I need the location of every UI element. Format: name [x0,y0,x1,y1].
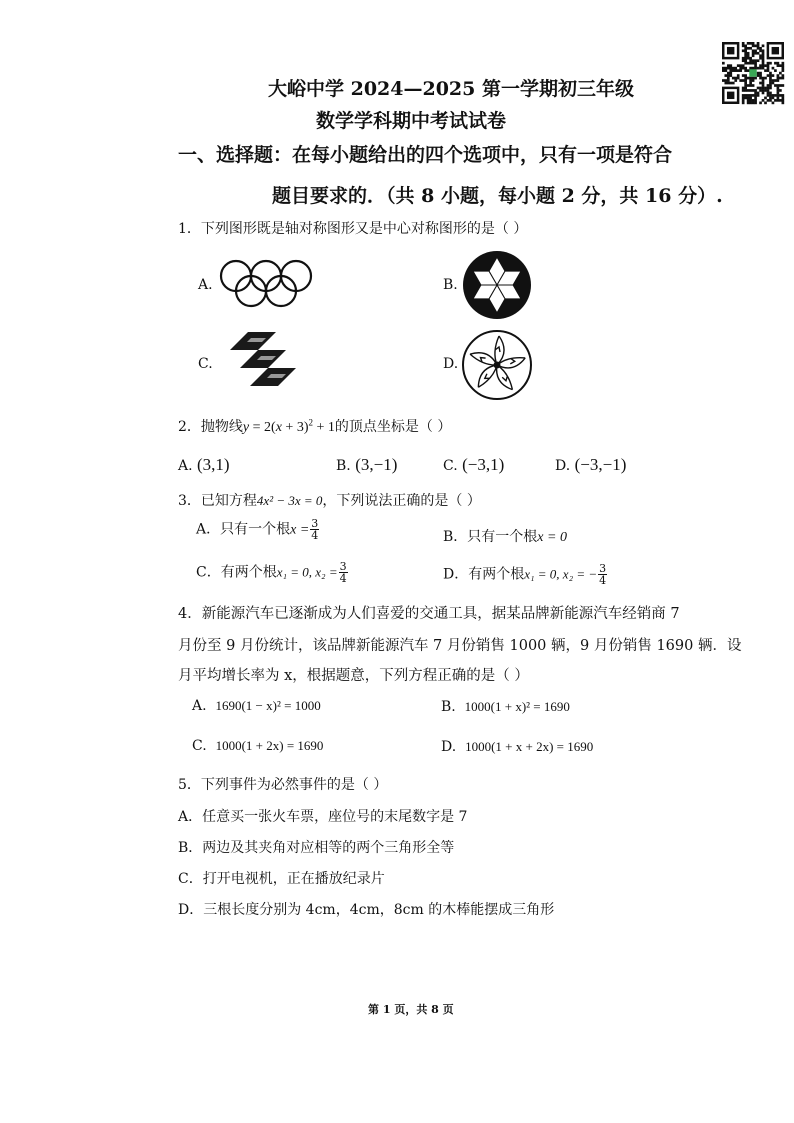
q1-option-a-label: A. [198,277,213,293]
question-4-line3: 月平均增长率为 x，根据题意，下列方程正确的是（ ） [178,668,529,684]
swirl-circle-figure [462,330,532,400]
page-number: 第 1 页，共 8 页 [368,1003,454,1016]
q4-option-a: A. 1690(1 − x)² = 1000 [192,698,321,714]
q1-option-c-label: C. [198,356,213,372]
q3-option-d: D．有两个根x₁ = 0, x₂ = − $\frac{3}{4}$ [443,562,607,587]
q2-option-d: D. (−3,−1) [555,455,627,474]
q5-option-d: D．三根长度分别为 4cm，4cm，8cm 的木棒能摆成三角形 [178,902,555,918]
q4-option-d: D. 1000(1 + x + 2x) = 1690 [441,739,594,755]
stylized-s-logo-figure [218,330,300,390]
q2-option-b: B. (3,−1) [336,455,398,474]
q4-option-b: B. 1000(1 + x)² = 1690 [441,699,570,715]
q1-option-b-label: B. [443,277,458,293]
q4-option-c: C. 1000(1 + 2x) = 1690 [192,738,324,754]
question-2-stem: 2．抛物线$y = 2(x + 3)^2 + 1$的顶点坐标是（ ） [178,417,452,435]
section-heading-line2: 题目要求的．（共 8 小题，每小题 2 分，共 16 分）. [272,185,723,207]
q1-option-d-label: D. [443,356,459,372]
section-heading-line1: 一、选择题：在每小题给出的四个选项中，只有一项是符合 [178,144,673,166]
question-5-stem: 5．下列事件为必然事件的是（ ） [178,777,388,793]
q3-option-b: B．只有一个根x = 0 [443,529,567,545]
exam-title-line2: 数学学科期中考试试卷 [316,110,507,132]
q2-option-a: A. (3,1) [178,455,230,474]
q5-option-b: B．两边及其夹角对应相等的两个三角形全等 [178,840,455,856]
q5-option-c: C．打开电视机，正在播放纪录片 [178,871,385,887]
olympic-rings-figure [216,258,316,312]
question-4-line1: 4．新能源汽车已逐渐成为人们喜爱的交通工具，据某品牌新能源汽车经销商 7 [178,606,680,622]
question-3-stem: 3．已知方程4x² − 3x = 0，下列说法正确的是（ ） [178,493,481,509]
exam-title-line1: 大峪中学 2024—2025 第一学期初三年级 [268,78,634,100]
q3-option-c: C．有两个根x₁ = 0, x₂ = $\frac{3}{4}$ [196,560,347,585]
qr-code-icon [722,42,784,104]
q2-option-c: C. (−3,1) [443,455,505,474]
question-4-line2: 月份至 9 月份统计，该品牌新能源汽车 7 月份销售 1000 辆，9 月份销售 1690 辆．设 [178,638,742,654]
q2-equation: $y = 2(x + 3)^2 + 1$ [242,417,335,435]
q3-option-a: A．只有一个根x = $\frac{3}{4}$ [196,517,319,542]
question-1-stem: 1．下列图形既是轴对称图形又是中心对称图形的是（ ） [178,221,528,237]
hexagram-rhombus-figure [462,250,532,320]
q5-option-a: A．任意买一张火车票，座位号的末尾数字是 7 [178,809,468,825]
